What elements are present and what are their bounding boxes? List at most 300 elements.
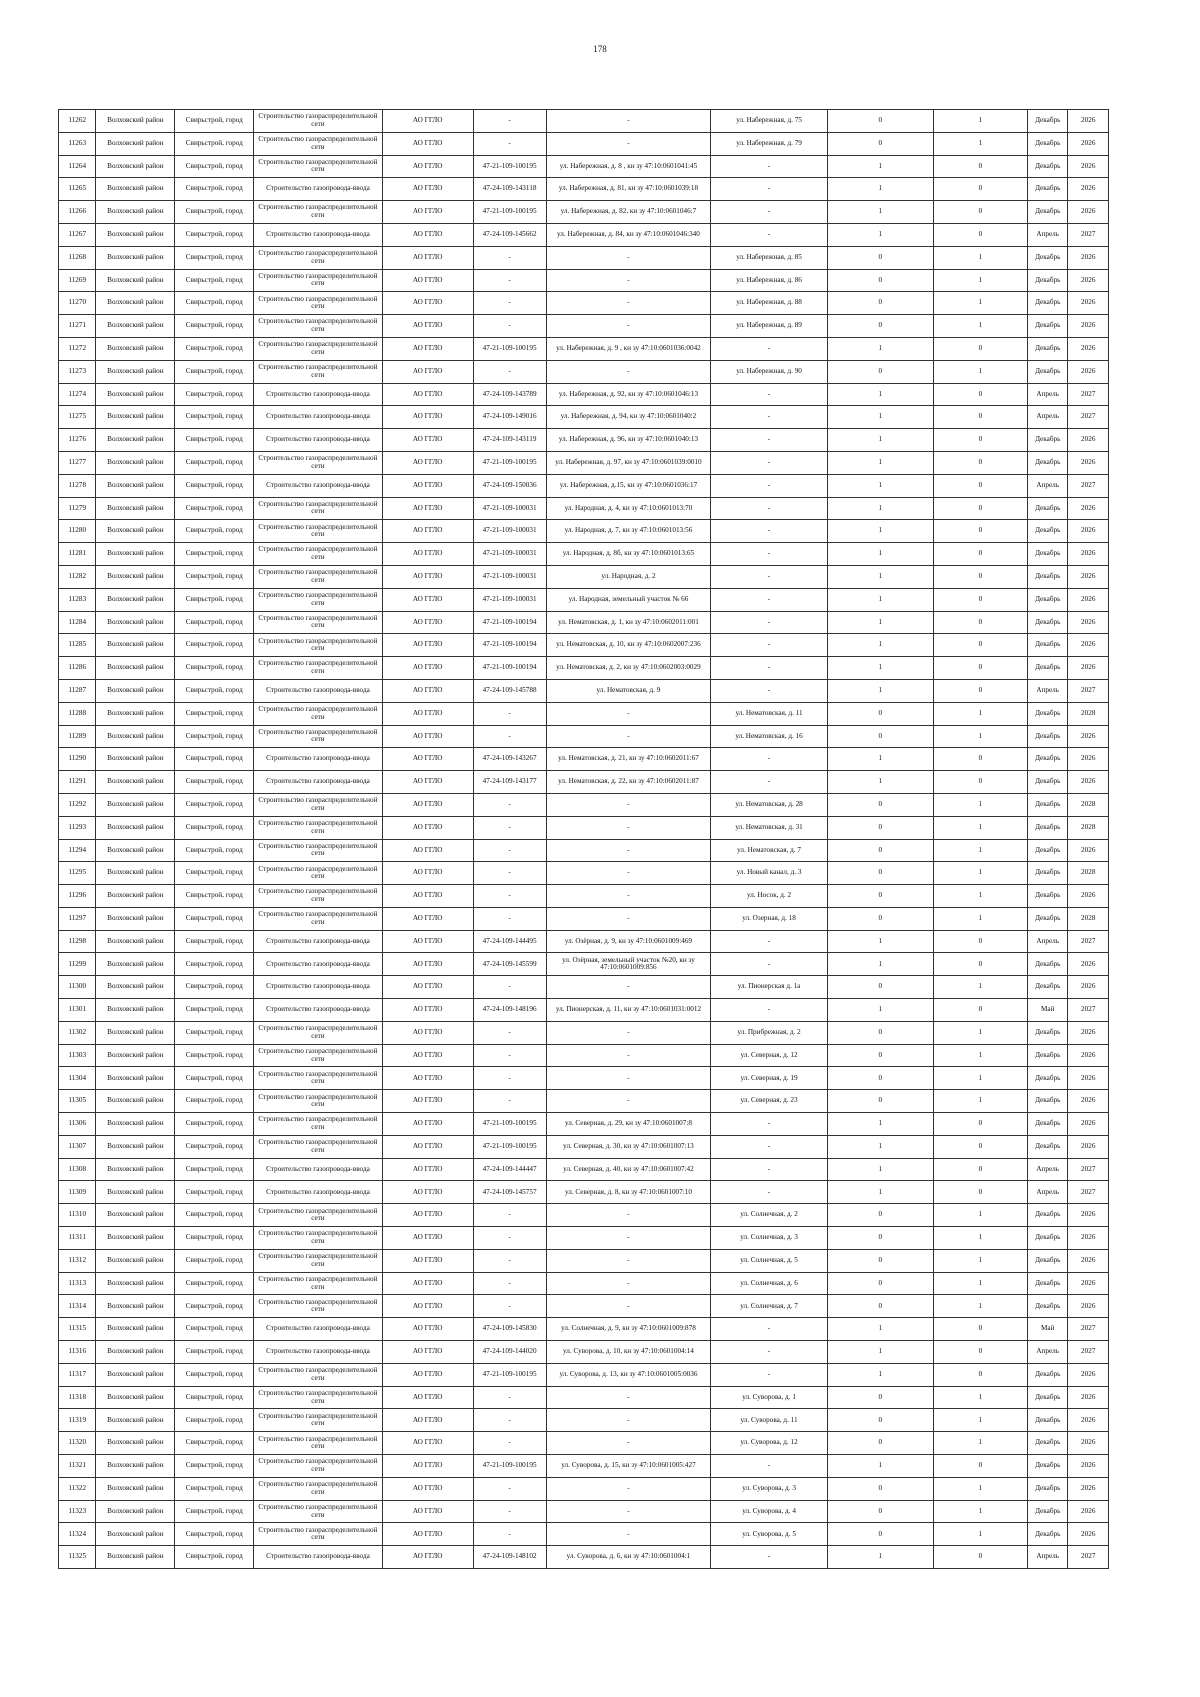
locality-cell: Свирьстрой, город [175, 885, 254, 908]
address-cadastral-cell: - [546, 1295, 711, 1318]
work-type-cell: Строительство газопровода-ввода [254, 406, 382, 429]
table-row [59, 588, 1109, 611]
org-cell: АО ГГЛО [382, 702, 473, 725]
page-number: 178 [593, 44, 607, 54]
count-b-cell: 0 [933, 611, 1027, 634]
district-cell: Волховский район [96, 748, 175, 771]
district-cell: Волховский район [96, 1204, 175, 1227]
org-cell: АО ГГЛО [382, 1113, 473, 1136]
row-number-cell: 11272 [59, 337, 96, 360]
work-type-cell: Строительство газораспределительной сети [254, 1477, 382, 1500]
address-cell: - [711, 406, 827, 429]
address-cadastral-cell: - [546, 1021, 711, 1044]
address-cadastral-cell: - [546, 839, 711, 862]
year-cell: 2026 [1068, 360, 1109, 383]
work-type-cell: Строительство газораспределительной сети [254, 862, 382, 885]
address-cell: ул. Набережная, д. 75 [711, 110, 827, 133]
month-cell: Декабрь [1027, 862, 1067, 885]
count-b-cell: 0 [933, 679, 1027, 702]
count-b-cell: 1 [933, 360, 1027, 383]
table-row [59, 771, 1109, 794]
year-cell: 2026 [1068, 1249, 1109, 1272]
district-cell: Волховский район [96, 269, 175, 292]
row-number-cell: 11275 [59, 406, 96, 429]
application-number-cell: - [473, 1067, 546, 1090]
application-number-cell: - [473, 1044, 546, 1067]
work-type-cell: Строительство газораспределительной сети [254, 1432, 382, 1455]
row-number-cell: 11303 [59, 1044, 96, 1067]
district-cell: Волховский район [96, 634, 175, 657]
count-b-cell: 0 [933, 1341, 1027, 1364]
count-a-cell: 0 [827, 976, 933, 999]
table-row [59, 1500, 1109, 1523]
count-b-cell: 1 [933, 1500, 1027, 1523]
work-type-cell: Строительство газораспределительной сети [254, 1386, 382, 1409]
year-cell: 2026 [1068, 976, 1109, 999]
year-cell: 2026 [1068, 1113, 1109, 1136]
locality-cell: Свирьстрой, город [175, 611, 254, 634]
address-cadastral-cell: ул. Набережная, д. 81, кн зу 47:10:0601039:18 [546, 178, 711, 201]
org-cell: АО ГГЛО [382, 999, 473, 1022]
work-type-cell: Строительство газораспределительной сети [254, 885, 382, 908]
count-a-cell: 0 [827, 862, 933, 885]
district-cell: Волховский район [96, 1044, 175, 1067]
org-cell: АО ГГЛО [382, 1021, 473, 1044]
table-row [59, 1546, 1109, 1569]
year-cell: 2026 [1068, 1409, 1109, 1432]
year-cell: 2026 [1068, 885, 1109, 908]
address-cell: - [711, 383, 827, 406]
count-b-cell: 1 [933, 1477, 1027, 1500]
month-cell: Декабрь [1027, 520, 1067, 543]
address-cell: - [711, 953, 827, 976]
month-cell: Декабрь [1027, 1044, 1067, 1067]
work-type-cell: Строительство газопровода-ввода [254, 178, 382, 201]
application-number-cell: - [473, 1432, 546, 1455]
row-number-cell: 11280 [59, 520, 96, 543]
address-cell: ул. Носок, д. 2 [711, 885, 827, 908]
month-cell: Декабрь [1027, 110, 1067, 133]
table-row [59, 292, 1109, 315]
count-a-cell: 1 [827, 429, 933, 452]
address-cadastral-cell: - [546, 1249, 711, 1272]
work-type-cell: Строительство газопровода-ввода [254, 223, 382, 246]
table-row [59, 360, 1109, 383]
locality-cell: Свирьстрой, город [175, 451, 254, 474]
count-b-cell: 0 [933, 1181, 1027, 1204]
table-row [59, 132, 1109, 155]
org-cell: АО ГГЛО [382, 1067, 473, 1090]
month-cell: Декабрь [1027, 201, 1067, 224]
address-cell: - [711, 679, 827, 702]
locality-cell: Свирьстрой, город [175, 839, 254, 862]
address-cadastral-cell: - [546, 1090, 711, 1113]
count-b-cell: 0 [933, 1455, 1027, 1478]
org-cell: АО ГГЛО [382, 588, 473, 611]
month-cell: Апрель [1027, 1546, 1067, 1569]
org-cell: АО ГГЛО [382, 1432, 473, 1455]
count-b-cell: 0 [933, 155, 1027, 178]
count-a-cell: 0 [827, 907, 933, 930]
table-row [59, 1363, 1109, 1386]
month-cell: Декабрь [1027, 246, 1067, 269]
count-a-cell: 0 [827, 1090, 933, 1113]
application-number-cell: 47-24-109-144020 [473, 1341, 546, 1364]
address-cadastral-cell: ул. Народная, д. 2 [546, 565, 711, 588]
district-cell: Волховский район [96, 930, 175, 953]
month-cell: Апрель [1027, 223, 1067, 246]
work-type-cell: Строительство газопровода-ввода [254, 748, 382, 771]
count-a-cell: 1 [827, 771, 933, 794]
count-a-cell: 0 [827, 269, 933, 292]
month-cell: Декабрь [1027, 269, 1067, 292]
address-cell: ул. Суворова, д. 1 [711, 1386, 827, 1409]
year-cell: 2028 [1068, 907, 1109, 930]
district-cell: Волховский район [96, 1021, 175, 1044]
locality-cell: Свирьстрой, город [175, 1135, 254, 1158]
count-a-cell: 0 [827, 839, 933, 862]
org-cell: АО ГГЛО [382, 155, 473, 178]
district-cell: Волховский район [96, 953, 175, 976]
month-cell: Декабрь [1027, 1386, 1067, 1409]
table-row [59, 953, 1109, 976]
table-row [59, 930, 1109, 953]
count-b-cell: 1 [933, 702, 1027, 725]
work-type-cell: Строительство газораспределительной сети [254, 451, 382, 474]
table-row [59, 1432, 1109, 1455]
table-row [59, 1523, 1109, 1546]
month-cell: Апрель [1027, 474, 1067, 497]
count-a-cell: 1 [827, 474, 933, 497]
count-a-cell: 1 [827, 337, 933, 360]
count-b-cell: 0 [933, 543, 1027, 566]
district-cell: Волховский район [96, 178, 175, 201]
work-type-cell: Строительство газораспределительной сети [254, 497, 382, 520]
application-number-cell: - [473, 1500, 546, 1523]
count-a-cell: 0 [827, 360, 933, 383]
work-type-cell: Строительство газораспределительной сети [254, 611, 382, 634]
month-cell: Декабрь [1027, 429, 1067, 452]
work-type-cell: Строительство газопровода-ввода [254, 383, 382, 406]
application-number-cell: 47-24-109-149016 [473, 406, 546, 429]
district-cell: Волховский район [96, 1341, 175, 1364]
work-type-cell: Строительство газопровода-ввода [254, 930, 382, 953]
address-cell: ул. Набережная, д. 89 [711, 315, 827, 338]
district-cell: Волховский район [96, 1135, 175, 1158]
year-cell: 2026 [1068, 657, 1109, 680]
locality-cell: Свирьстрой, город [175, 816, 254, 839]
year-cell: 2026 [1068, 565, 1109, 588]
district-cell: Волховский район [96, 885, 175, 908]
org-cell: АО ГГЛО [382, 1135, 473, 1158]
locality-cell: Свирьстрой, город [175, 360, 254, 383]
count-a-cell: 0 [827, 1477, 933, 1500]
work-type-cell: Строительство газораспределительной сети [254, 269, 382, 292]
application-number-cell: 47-21-109-100195 [473, 337, 546, 360]
table-row [59, 1204, 1109, 1227]
locality-cell: Свирьстрой, город [175, 657, 254, 680]
month-cell: Декабрь [1027, 1455, 1067, 1478]
row-number-cell: 11322 [59, 1477, 96, 1500]
year-cell: 2026 [1068, 1227, 1109, 1250]
org-cell: АО ГГЛО [382, 1227, 473, 1250]
work-type-cell: Строительство газопровода-ввода [254, 429, 382, 452]
count-a-cell: 0 [827, 885, 933, 908]
district-cell: Волховский район [96, 497, 175, 520]
year-cell: 2027 [1068, 679, 1109, 702]
locality-cell: Свирьстрой, город [175, 953, 254, 976]
address-cell: - [711, 930, 827, 953]
address-cell: - [711, 1158, 827, 1181]
month-cell: Декабрь [1027, 588, 1067, 611]
table-row [59, 1295, 1109, 1318]
count-b-cell: 1 [933, 816, 1027, 839]
application-number-cell: - [473, 292, 546, 315]
table-row [59, 725, 1109, 748]
locality-cell: Свирьстрой, город [175, 679, 254, 702]
row-number-cell: 11292 [59, 793, 96, 816]
locality-cell: Свирьстрой, город [175, 132, 254, 155]
district-cell: Волховский район [96, 429, 175, 452]
locality-cell: Свирьстрой, город [175, 634, 254, 657]
org-cell: АО ГГЛО [382, 110, 473, 133]
count-a-cell: 0 [827, 1249, 933, 1272]
address-cell: ул. Набережная, д. 79 [711, 132, 827, 155]
work-type-cell: Строительство газораспределительной сети [254, 793, 382, 816]
org-cell: АО ГГЛО [382, 953, 473, 976]
locality-cell: Свирьстрой, город [175, 155, 254, 178]
address-cell: ул. Суворова, д. 5 [711, 1523, 827, 1546]
locality-cell: Свирьстрой, город [175, 771, 254, 794]
address-cell: - [711, 474, 827, 497]
table-row [59, 1455, 1109, 1478]
application-number-cell: - [473, 1386, 546, 1409]
count-b-cell: 0 [933, 383, 1027, 406]
org-cell: АО ГГЛО [382, 178, 473, 201]
district-cell: Волховский район [96, 1067, 175, 1090]
org-cell: АО ГГЛО [382, 315, 473, 338]
work-type-cell: Строительство газораспределительной сети [254, 565, 382, 588]
work-type-cell: Строительство газопровода-ввода [254, 953, 382, 976]
month-cell: Декабрь [1027, 702, 1067, 725]
address-cell: ул. Солнечная, д. 6 [711, 1272, 827, 1295]
address-cadastral-cell: - [546, 1386, 711, 1409]
work-type-cell: Строительство газораспределительной сети [254, 132, 382, 155]
table-row [59, 839, 1109, 862]
org-cell: АО ГГЛО [382, 1341, 473, 1364]
org-cell: АО ГГЛО [382, 907, 473, 930]
table-row [59, 1158, 1109, 1181]
count-b-cell: 1 [933, 292, 1027, 315]
address-cell: - [711, 337, 827, 360]
count-b-cell: 0 [933, 406, 1027, 429]
year-cell: 2028 [1068, 793, 1109, 816]
district-cell: Волховский район [96, 360, 175, 383]
org-cell: АО ГГЛО [382, 132, 473, 155]
count-a-cell: 1 [827, 520, 933, 543]
count-b-cell: 0 [933, 429, 1027, 452]
count-b-cell: 1 [933, 907, 1027, 930]
org-cell: АО ГГЛО [382, 497, 473, 520]
locality-cell: Свирьстрой, город [175, 497, 254, 520]
year-cell: 2026 [1068, 1477, 1109, 1500]
district-cell: Волховский район [96, 999, 175, 1022]
address-cell: - [711, 1318, 827, 1341]
locality-cell: Свирьстрой, город [175, 1090, 254, 1113]
work-type-cell: Строительство газораспределительной сети [254, 1500, 382, 1523]
work-type-cell: Строительство газопровода-ввода [254, 999, 382, 1022]
month-cell: Декабрь [1027, 611, 1067, 634]
application-number-cell: - [473, 1295, 546, 1318]
work-type-cell: Строительство газораспределительной сети [254, 1021, 382, 1044]
org-cell: АО ГГЛО [382, 223, 473, 246]
application-number-cell: 47-21-109-100194 [473, 611, 546, 634]
count-b-cell: 1 [933, 1249, 1027, 1272]
year-cell: 2026 [1068, 839, 1109, 862]
address-cell: ул. Северная, д. 12 [711, 1044, 827, 1067]
year-cell: 2026 [1068, 246, 1109, 269]
month-cell: Декабрь [1027, 1409, 1067, 1432]
count-a-cell: 1 [827, 1158, 933, 1181]
count-a-cell: 0 [827, 1021, 933, 1044]
count-b-cell: 1 [933, 246, 1027, 269]
district-cell: Волховский район [96, 1227, 175, 1250]
row-number-cell: 11314 [59, 1295, 96, 1318]
year-cell: 2026 [1068, 497, 1109, 520]
locality-cell: Свирьстрой, город [175, 907, 254, 930]
table-row [59, 269, 1109, 292]
year-cell: 2026 [1068, 771, 1109, 794]
address-cell: - [711, 1455, 827, 1478]
application-number-cell: - [473, 885, 546, 908]
count-a-cell: 0 [827, 1227, 933, 1250]
application-number-cell: 47-21-109-100195 [473, 1363, 546, 1386]
year-cell: 2027 [1068, 930, 1109, 953]
year-cell: 2026 [1068, 132, 1109, 155]
address-cadastral-cell: - [546, 1500, 711, 1523]
address-cadastral-cell: - [546, 1432, 711, 1455]
org-cell: АО ГГЛО [382, 793, 473, 816]
application-number-cell: - [473, 1090, 546, 1113]
org-cell: АО ГГЛО [382, 1477, 473, 1500]
district-cell: Волховский район [96, 657, 175, 680]
count-b-cell: 0 [933, 520, 1027, 543]
address-cadastral-cell: - [546, 292, 711, 315]
count-b-cell: 0 [933, 337, 1027, 360]
address-cadastral-cell: ул. Нематовская, д. 21, кн зу 47:10:0602011:67 [546, 748, 711, 771]
address-cell: ул. Суворова, д. 11 [711, 1409, 827, 1432]
address-cadastral-cell: - [546, 976, 711, 999]
count-a-cell: 1 [827, 497, 933, 520]
address-cadastral-cell: ул. Северная, д. 29, кн зу 47:10:0601007:8 [546, 1113, 711, 1136]
month-cell: Апрель [1027, 406, 1067, 429]
row-number-cell: 11316 [59, 1341, 96, 1364]
table-row [59, 451, 1109, 474]
work-type-cell: Строительство газораспределительной сети [254, 110, 382, 133]
locality-cell: Свирьстрой, город [175, 1523, 254, 1546]
count-a-cell: 0 [827, 1523, 933, 1546]
address-cell: ул. Набережная, д. 85 [711, 246, 827, 269]
org-cell: АО ГГЛО [382, 246, 473, 269]
month-cell: Декабрь [1027, 292, 1067, 315]
address-cadastral-cell: - [546, 1044, 711, 1067]
month-cell: Декабрь [1027, 1204, 1067, 1227]
month-cell: Декабрь [1027, 497, 1067, 520]
count-b-cell: 0 [933, 634, 1027, 657]
count-b-cell: 1 [933, 110, 1027, 133]
address-cadastral-cell: - [546, 1409, 711, 1432]
count-a-cell: 1 [827, 1341, 933, 1364]
application-number-cell: 47-21-109-100195 [473, 1455, 546, 1478]
org-cell: АО ГГЛО [382, 885, 473, 908]
year-cell: 2028 [1068, 816, 1109, 839]
locality-cell: Свирьстрой, город [175, 1386, 254, 1409]
table-row [59, 611, 1109, 634]
table-row [59, 429, 1109, 452]
month-cell: Декабрь [1027, 748, 1067, 771]
district-cell: Волховский район [96, 1158, 175, 1181]
org-cell: АО ГГЛО [382, 429, 473, 452]
count-a-cell: 1 [827, 1181, 933, 1204]
org-cell: АО ГГЛО [382, 1318, 473, 1341]
application-number-cell: 47-21-109-100031 [473, 565, 546, 588]
address-cadastral-cell: ул. Набережная, д. 96, кн зу 47:10:0601040:13 [546, 429, 711, 452]
work-type-cell: Строительство газораспределительной сети [254, 1363, 382, 1386]
year-cell: 2026 [1068, 634, 1109, 657]
year-cell: 2026 [1068, 110, 1109, 133]
work-type-cell: Строительство газораспределительной сети [254, 1135, 382, 1158]
application-number-cell: 47-21-109-100195 [473, 155, 546, 178]
application-number-cell: 47-24-109-144495 [473, 930, 546, 953]
locality-cell: Свирьстрой, город [175, 1067, 254, 1090]
district-cell: Волховский район [96, 543, 175, 566]
locality-cell: Свирьстрой, город [175, 1455, 254, 1478]
count-b-cell: 0 [933, 748, 1027, 771]
locality-cell: Свирьстрой, город [175, 1318, 254, 1341]
month-cell: Декабрь [1027, 1295, 1067, 1318]
row-number-cell: 11295 [59, 862, 96, 885]
application-number-cell: - [473, 269, 546, 292]
address-cadastral-cell: - [546, 725, 711, 748]
row-number-cell: 11318 [59, 1386, 96, 1409]
year-cell: 2026 [1068, 1067, 1109, 1090]
org-cell: АО ГГЛО [382, 748, 473, 771]
address-cell: - [711, 1363, 827, 1386]
org-cell: АО ГГЛО [382, 1044, 473, 1067]
locality-cell: Свирьстрой, город [175, 520, 254, 543]
address-cell: ул. Суворова, д. 4 [711, 1500, 827, 1523]
application-number-cell: - [473, 1409, 546, 1432]
district-cell: Волховский район [96, 1181, 175, 1204]
count-a-cell: 1 [827, 999, 933, 1022]
work-type-cell: Строительство газораспределительной сети [254, 1249, 382, 1272]
year-cell: 2026 [1068, 178, 1109, 201]
address-cell: ул. Набережная, д. 86 [711, 269, 827, 292]
month-cell: Декабрь [1027, 1135, 1067, 1158]
year-cell: 2026 [1068, 315, 1109, 338]
district-cell: Волховский район [96, 451, 175, 474]
address-cadastral-cell: - [546, 1523, 711, 1546]
row-number-cell: 11266 [59, 201, 96, 224]
count-a-cell: 1 [827, 406, 933, 429]
district-cell: Волховский район [96, 588, 175, 611]
month-cell: Апрель [1027, 679, 1067, 702]
address-cell: ул. Солнечная, д. 2 [711, 1204, 827, 1227]
address-cell: - [711, 178, 827, 201]
count-b-cell: 0 [933, 930, 1027, 953]
work-type-cell: Строительство газораспределительной сети [254, 1204, 382, 1227]
month-cell: Декабрь [1027, 1249, 1067, 1272]
